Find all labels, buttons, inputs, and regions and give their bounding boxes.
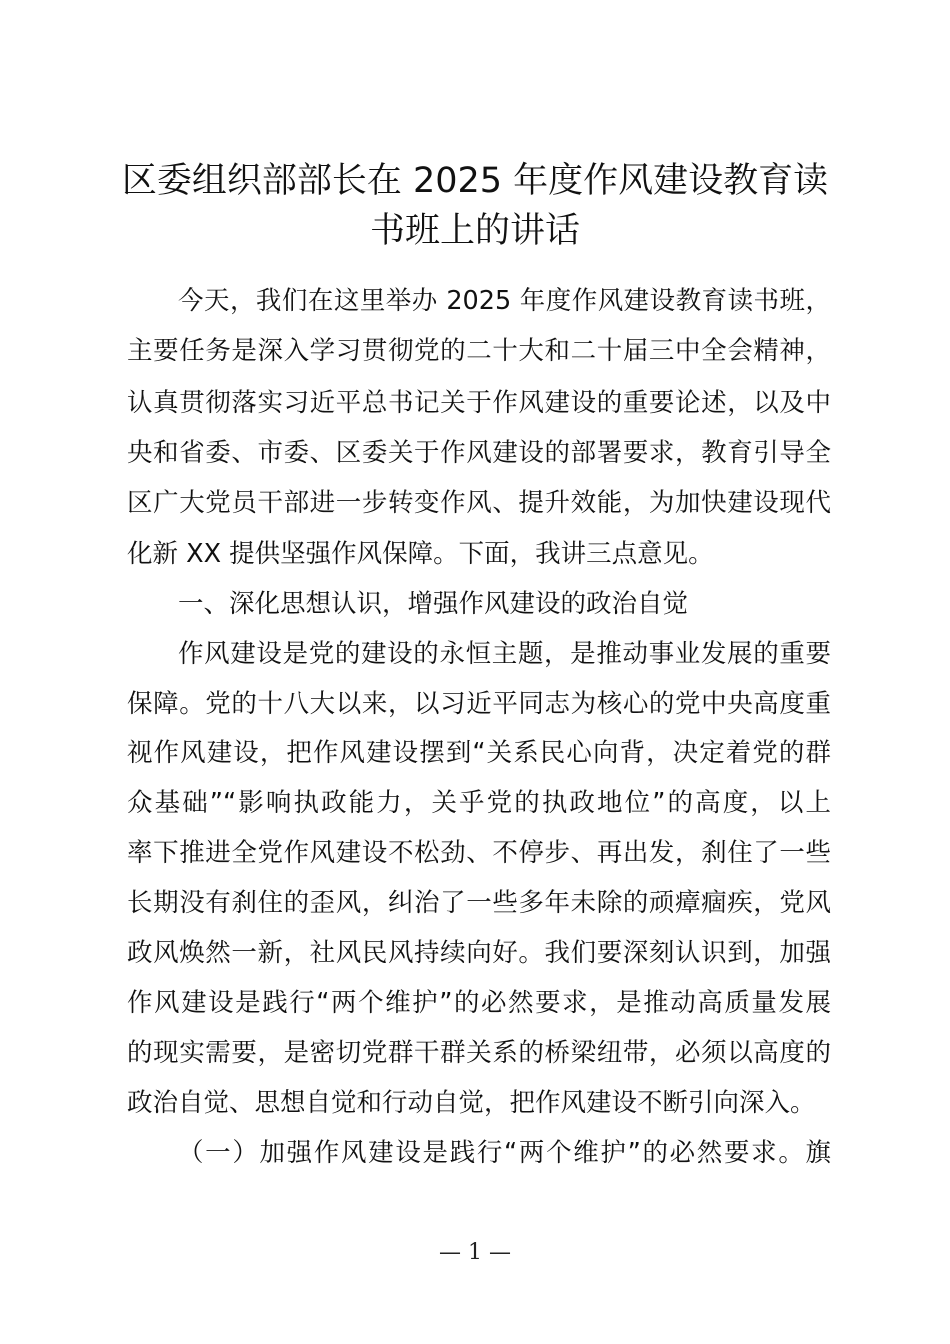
body-line: 率下推进全党作风建设不松劲、不停步、再出发，刹住了一些 xyxy=(127,838,831,868)
subsection-line: （一）加强作风建设是践行“两个维护”的必然要求。旗 xyxy=(178,1138,831,1168)
body-line: 政风焕然一新，社风民风持续向好。我们要深刻认识到，加强 xyxy=(127,938,831,968)
body-line: 长期没有刹住的歪风，纠治了一些多年未除的顽瘴痼疾，党风 xyxy=(127,888,831,918)
body-line: 央和省委、市委、区委关于作风建设的部署要求，教育引导全 xyxy=(127,438,831,468)
body-line: 政治自觉、思想自觉和行动自觉，把作风建设不断引向深入。 xyxy=(127,1088,816,1118)
body-line: 今天，我们在这里举办 2025 年度作风建设教育读书班， xyxy=(178,286,831,316)
section-heading: 一、深化思想认识，增强作风建设的政治自觉 xyxy=(178,589,689,619)
body-line: 视作风建设，把作风建设摆到“关系民心向背，决定着党的群 xyxy=(127,738,831,768)
body-line: 众基础”“影响执政能力，关乎党的执政地位”的高度，以上 xyxy=(127,788,831,818)
body-line: 认真贯彻落实习近平总书记关于作风建设的重要论述，以及中 xyxy=(127,388,831,418)
document-title-line-2: 书班上的讲话 xyxy=(369,211,580,251)
body-line: 保障。党的十八大以来，以习近平同志为核心的党中央高度重 xyxy=(127,689,831,719)
body-line: 的现实需要，是密切党群干群关系的桥梁纽带，必须以高度的 xyxy=(127,1038,831,1068)
body-line: 主要任务是深入学习贯彻党的二十大和二十届三中全会精神， xyxy=(127,336,831,366)
document-title-line-1: 区委组织部部长在 2025 年度作风建设教育读 xyxy=(121,161,829,201)
page-number: — 1 — xyxy=(439,1240,511,1265)
body-line: 作风建设是践行“两个维护”的必然要求，是推动高质量发展 xyxy=(127,988,831,1018)
body-line: 作风建设是党的建设的永恒主题，是推动事业发展的重要 xyxy=(178,639,831,669)
body-line: 区广大党员干部进一步转变作风、提升效能，为加快建设现代 xyxy=(127,488,831,518)
body-line: 化新 XX 提供坚强作风保障。下面，我讲三点意见。 xyxy=(127,539,714,569)
